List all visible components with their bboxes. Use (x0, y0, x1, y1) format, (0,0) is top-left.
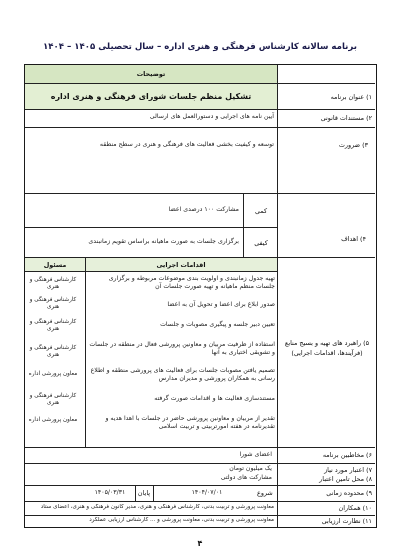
responsible-column-divider (85, 257, 86, 447)
page-title: برنامه سالانه کارشناس فرهنگی و هنری اداره – سال تحصیلی ۱۴۰۵ – ۱۴۰۴ (43, 42, 357, 52)
action-item: استفاده از ظرفیت مربیان و معاونین پرورشی فعال در منطقه در جلسات و تشویقی اختیاری به آنها (89, 341, 275, 357)
responsible-item: معاون پرورشی اداره (28, 417, 78, 423)
action-item: تهیه جدول زمانبندی و اولویت بندی موضوعات مربوطه و برگزاری جلسات منظم ماهیانه و تهیه صورت جلسات آن (108, 275, 275, 291)
responsible-header: مسئول (43, 261, 67, 269)
row-line (25, 109, 375, 110)
row-line (25, 447, 375, 448)
row-line (25, 83, 375, 84)
date-divider-2 (153, 485, 154, 501)
legal-docs-label: ۲) مستندات قانونی (320, 114, 372, 122)
row-line (25, 227, 277, 228)
date-divider-1 (135, 485, 136, 501)
row-line (25, 463, 375, 464)
strategies-label: ۵) راهبرد های تهیه و بسیج منابع (فرآیندها، اقدامات اجرایی) (284, 339, 370, 357)
row-line (25, 271, 277, 272)
program-title-value: تشکیل منظم جلسات شورای فرهنگی و هنری اداره (50, 92, 252, 101)
actions-header: اقدامات اجرایی (156, 261, 206, 269)
goal-subcolumn-divider (243, 193, 244, 257)
funding-source-label: ۸) محل تامین اعتبار (319, 475, 372, 483)
start-date: ۱۴۰۴/۰۷/۰۱ (191, 489, 223, 496)
quantitative-label: کمی (254, 207, 268, 215)
row-line (25, 501, 375, 502)
audience-value: اعضای شورا (239, 451, 272, 458)
necessity-label: ۳) ضرورت (338, 141, 368, 149)
end-date: ۱۴۰۵/۰۳/۳۱ (94, 489, 126, 496)
row-line (25, 127, 375, 128)
action-item: تقدیر از مربیان و معاونین پرورشی حاضر در جلسات با اهدا هدیه و تقدیرنامه در هفته امورتربیتی و تربیت اسلامی (105, 415, 275, 431)
action-item: تعیین دبیر جلسه و پیگیری مصوبات و جلسات (160, 321, 275, 328)
colleagues-label: ۱۰) همکاران (338, 504, 372, 512)
responsible-item: کارشناس فرهنگی و هنری (29, 277, 77, 291)
row-line (25, 257, 375, 258)
qualitative-label: کیفی (254, 239, 268, 247)
qualitative-value: برگزاری جلسات به صورت ماهیانه براساس تقویم زمانبندی (88, 238, 239, 245)
legal-docs-value: آیین نامه های اجرایی و دستورالعمل های ارسالی (149, 113, 274, 120)
budget-label: ۷) اعتبار مورد نیاز (324, 466, 372, 474)
responsible-item: کارشناس فرهنگی و هنری (29, 297, 77, 311)
page-number: ۴ (197, 539, 203, 548)
colleagues-value: معاونت پرورشی و تربیت بدنی، کارشناس فرهنگی و هنری، مدیر کانون فرهنگی و هنری، اعضای ستاد (40, 504, 274, 510)
program-table (24, 64, 377, 528)
start-label: شروع (257, 489, 273, 497)
necessity-value: توسعه و کیفیت بخشی فعالیت های فرهنگی و هنری در سطح منطقه (99, 141, 274, 148)
evaluation-label: ۱۱) نظارت ارزیابی (321, 517, 372, 525)
row-line (25, 485, 375, 486)
audience-label: ۶) مخاطبین برنامه (322, 451, 372, 459)
end-label: پایان (137, 489, 151, 497)
evaluation-value: معاونت پرورشی و تربیت بدنی، معاونت پرورشی و ... کارشناس ارزیابی عملکرد (89, 517, 274, 523)
action-item: تصمیم یافتن مصوبات جلسات برای فعالیت های پرورشی منطقه و اطلاع رسانی به همکاران پرورشی و مدیران مدارس (90, 367, 275, 383)
label-column-divider (277, 65, 278, 527)
program-title-label: ۱) عنوان برنامه (330, 93, 372, 101)
goal-subcolumn-right (277, 193, 278, 257)
row-line (25, 515, 375, 516)
row-line (25, 193, 375, 194)
action-item: مستندسازی فعالیت ها و اقدامات صورت گرفته (154, 395, 275, 402)
goals-label: ۴) اهداف (341, 235, 366, 243)
action-item: صدور ابلاغ برای اعضا و تحویل آن به اعضا (167, 301, 275, 308)
responsible-item: معاون پرورشی اداره (28, 371, 78, 377)
responsible-item: کارشناس فرهنگی و هنری (29, 319, 77, 333)
tozihat-label: توضیحات (136, 70, 166, 78)
budget-value: یک میلیون تومان (229, 465, 272, 472)
responsible-item: کارشناس فرهنگی و هنری (29, 393, 77, 407)
quantitative-value: مشارکت ۱۰۰ درصدی اعضا (168, 206, 239, 213)
funding-source-value: مشارکت های دولتی (220, 474, 272, 481)
time-range-label: ۹) محدوده زمانی (326, 489, 372, 497)
responsible-item: کارشناس فرهنگی و هنری (29, 345, 77, 359)
